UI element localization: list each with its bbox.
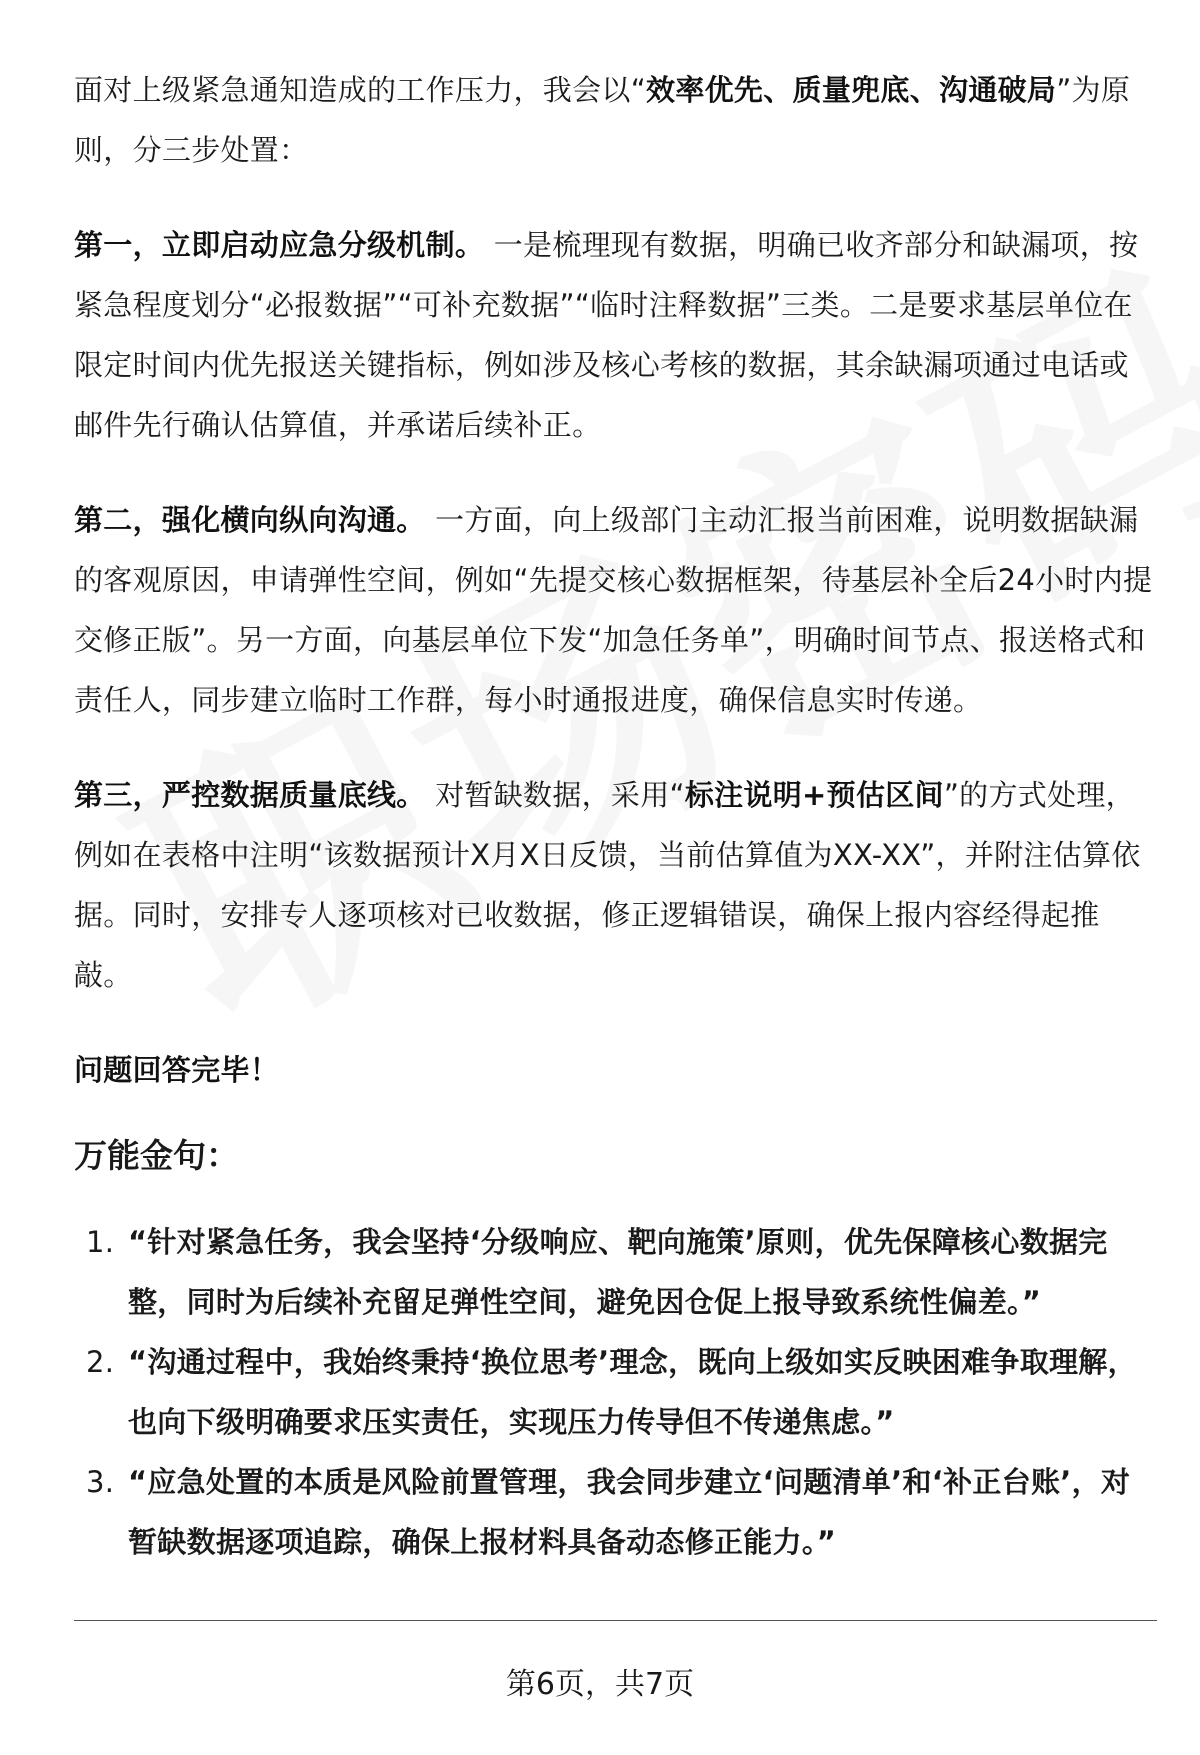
list-item: [74, 1452, 1154, 1572]
step-three-highlight: 标注说明+预估区间: [684, 778, 944, 812]
step-one-paragraph: [74, 215, 1154, 455]
closing-statement: 问题回答完毕！: [74, 1053, 280, 1087]
step-one-title: 第一，立即启动应急分级机制。: [74, 228, 485, 262]
list-item-text: “针对紧急任务，我会坚持‘分级响应、靶向施策’原则，优先保障核心数据完整，同时为后续补充留足弹性空间，避免因仓促上报导致系统性偏差。”: [128, 1225, 1108, 1319]
intro-principle: 效率优先、质量兜底、沟通破局: [646, 73, 1057, 107]
list-item-text: “沟通过程中，我始终秉持‘换位思考’理念，既向上级如实反映困难争取理解，也向下级明确要求压实责任，实现压力传导但不传递焦虑。”: [128, 1345, 1137, 1439]
list-item: [74, 1332, 1154, 1452]
step-one-body: 一是梳理现有数据，明确已收齐部分和缺漏项，按紧急程度划分“必报数据”“可补充数据”“临时注释数据”三类。二是要求基层单位在限定时间内优先报送关键指标，例如涉及核心考核的数据，其余缺漏项通过电话或邮件先行确认估算值，并承诺后续补正。: [74, 228, 1139, 442]
list-item-number: 2.: [86, 1345, 115, 1379]
list-item: [74, 1212, 1154, 1332]
step-two-paragraph: [74, 490, 1154, 730]
list-item-number: 1.: [86, 1225, 115, 1259]
step-three-body-before: 对暂缺数据，采用“: [425, 778, 685, 812]
page-number: 第6页，共7页: [505, 1667, 695, 1702]
list-item-number: 3.: [86, 1465, 115, 1499]
footer-divider: [74, 1620, 1157, 1621]
intro-text-after: ”为原则，分三步处置：: [74, 73, 1131, 167]
golden-sentences-list: [74, 1212, 1154, 1572]
step-three-body-after: ”的方式处理，例如在表格中注明“该数据预计X月X日反馈，当前估算值为XX-XX”，并附注估算依据。同时，安排专人逐项核对已收数据，修正逻辑错误，确保上报内容经得起推敲。: [74, 778, 1141, 992]
intro-paragraph: [74, 60, 1154, 180]
golden-sentences-heading: 万能金句：: [74, 1136, 239, 1175]
list-item-text: “应急处置的本质是风险前置管理，我会同步建立‘问题清单’和‘补正台账’，对暂缺数据逐项追踪，确保上报材料具备动态修正能力。”: [128, 1465, 1131, 1559]
step-three-title: 第三，严控数据质量底线。: [74, 778, 426, 812]
step-three-paragraph: [74, 765, 1154, 1005]
document-body: [74, 60, 1154, 1572]
step-two-body: 一方面，向上级部门主动汇报当前困难，说明数据缺漏的客观原因，申请弹性空间，例如“先提交核心数据框架，待基层补全后24小时内提交修正版”。另一方面，向基层单位下发“加急任务单”，明确时间节点、报送格式和责任人，同步建立临时工作群，每小时通报进度，确保信息实时传递。: [74, 503, 1153, 717]
intro-text-before: 面对上级紧急通知造成的工作压力，我会以“: [74, 73, 647, 107]
step-two-title: 第二，强化横向纵向沟通。: [74, 503, 426, 537]
